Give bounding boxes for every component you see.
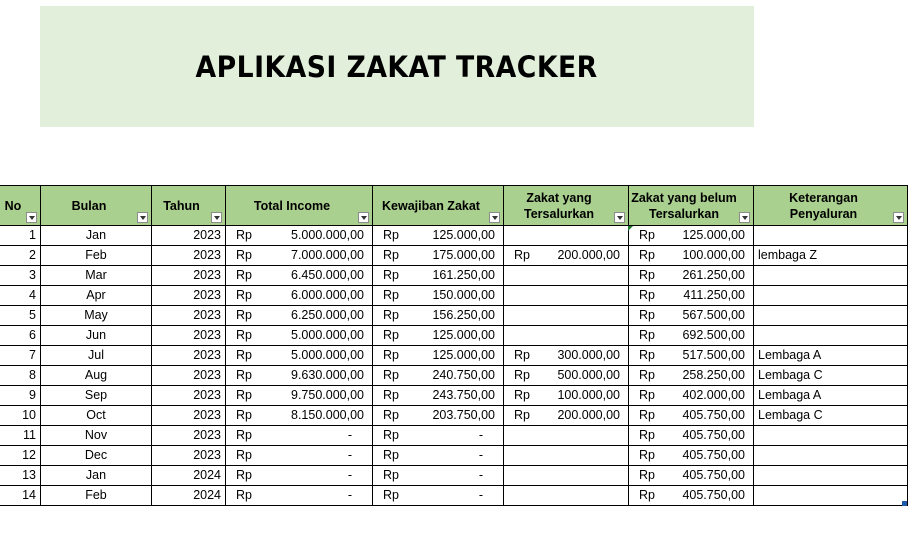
- cell-kewajiban-zakat[interactable]: [373, 346, 504, 366]
- currency-label: Rp: [514, 388, 530, 402]
- cell-bulan[interactable]: Dec: [41, 446, 152, 466]
- cell-keterangan[interactable]: Lembaga C: [754, 366, 908, 386]
- currency-label: Rp: [383, 268, 399, 282]
- header-row: [0, 186, 908, 226]
- amount-value: 517.500,00: [682, 348, 745, 362]
- cell-zakat-tersalurkan[interactable]: [504, 426, 629, 446]
- cell-kewajiban-zakat[interactable]: [373, 266, 504, 286]
- amount-value: 8.150.000,00: [291, 408, 364, 422]
- header-col-tahun[interactable]: [152, 186, 226, 226]
- cell-zakat-tersalurkan[interactable]: [504, 286, 629, 306]
- filter-dropdown-icon[interactable]: [614, 212, 625, 223]
- filter-dropdown-icon[interactable]: [739, 212, 750, 223]
- cell-kewajiban-zakat[interactable]: [373, 446, 504, 466]
- currency-label: Rp: [383, 368, 399, 382]
- cell-bulan[interactable]: Apr: [41, 286, 152, 306]
- amount-value: 203.750,00: [432, 408, 495, 422]
- zakat-table: [0, 185, 908, 506]
- cell-bulan[interactable]: May: [41, 306, 152, 326]
- cell-zakat-belum-tersalurkan[interactable]: [629, 366, 754, 386]
- cell-zakat-belum-tersalurkan[interactable]: [629, 306, 754, 326]
- cell-comment-marker: [628, 226, 633, 231]
- amount-value: 402.000,00: [682, 388, 745, 402]
- table-row: [0, 266, 908, 286]
- cell-bulan[interactable]: Jul: [41, 346, 152, 366]
- cell-no[interactable]: 4: [0, 286, 41, 306]
- currency-label: Rp: [514, 408, 530, 422]
- cell-keterangan[interactable]: [754, 466, 908, 486]
- amount-value: -: [478, 488, 483, 502]
- amount-value: 150.000,00: [432, 288, 495, 302]
- currency-label: Rp: [236, 428, 252, 442]
- header-label: Keterangan Penyaluran: [789, 190, 858, 221]
- cell-keterangan[interactable]: [754, 426, 908, 446]
- amount-value: -: [347, 448, 352, 462]
- table-row: [0, 466, 908, 486]
- cell-zakat-belum-tersalurkan[interactable]: [629, 266, 754, 286]
- cell-zakat-belum-tersalurkan[interactable]: [629, 486, 754, 506]
- amount-value: 6.000.000,00: [291, 288, 364, 302]
- amount-value: 258.250,00: [682, 368, 745, 382]
- header-col-total-income[interactable]: [226, 186, 373, 226]
- header-label: No: [4, 198, 22, 213]
- amount-value: 240.750,00: [432, 368, 495, 382]
- cell-bulan[interactable]: Oct: [41, 406, 152, 426]
- cell-zakat-tersalurkan[interactable]: [504, 226, 629, 246]
- currency-label: Rp: [383, 468, 399, 482]
- currency-label: Rp: [383, 248, 399, 262]
- currency-label: Rp: [639, 388, 655, 402]
- currency-label: Rp: [514, 368, 530, 382]
- cell-keterangan[interactable]: Lembaga C: [754, 406, 908, 426]
- table-row: [0, 406, 908, 426]
- cell-kewajiban-zakat[interactable]: [373, 406, 504, 426]
- table-row: [0, 366, 908, 386]
- table-row: [0, 346, 908, 366]
- currency-label: Rp: [514, 348, 530, 362]
- cell-tahun[interactable]: 2023: [152, 366, 226, 386]
- currency-label: Rp: [236, 408, 252, 422]
- cell-total-income[interactable]: [226, 366, 373, 386]
- amount-value: 692.500,00: [682, 328, 745, 342]
- cell-no[interactable]: 14: [0, 486, 41, 506]
- filter-dropdown-icon[interactable]: [211, 212, 222, 223]
- cell-kewajiban-zakat[interactable]: [373, 226, 504, 246]
- currency-label: Rp: [383, 428, 399, 442]
- table-row: [0, 226, 908, 246]
- cell-tahun[interactable]: 2023: [152, 266, 226, 286]
- cell-zakat-tersalurkan[interactable]: [504, 306, 629, 326]
- currency-label: Rp: [639, 368, 655, 382]
- cell-zakat-belum-tersalurkan[interactable]: [629, 326, 754, 346]
- cell-bulan[interactable]: Jun: [41, 326, 152, 346]
- amount-value: 5.000.000,00: [291, 348, 364, 362]
- amount-value: 9.750.000,00: [291, 388, 364, 402]
- cell-zakat-belum-tersalurkan[interactable]: [629, 426, 754, 446]
- cell-kewajiban-zakat[interactable]: [373, 426, 504, 446]
- cell-no[interactable]: 2: [0, 246, 41, 266]
- currency-label: Rp: [236, 328, 252, 342]
- amount-value: 125.000,00: [432, 348, 495, 362]
- currency-label: Rp: [383, 408, 399, 422]
- table-resize-handle[interactable]: [902, 501, 907, 506]
- cell-tahun[interactable]: 2023: [152, 226, 226, 246]
- filter-dropdown-icon[interactable]: [137, 212, 148, 223]
- amount-value: 261.250,00: [682, 268, 745, 282]
- filter-dropdown-icon[interactable]: [893, 212, 904, 223]
- currency-label: Rp: [383, 348, 399, 362]
- cell-bulan[interactable]: Aug: [41, 366, 152, 386]
- amount-value: 5.000.000,00: [291, 228, 364, 242]
- currency-label: Rp: [383, 228, 399, 242]
- header-col-bulan[interactable]: [41, 186, 152, 226]
- cell-no[interactable]: 13: [0, 466, 41, 486]
- cell-keterangan[interactable]: Lembaga A: [754, 346, 908, 366]
- cell-tahun[interactable]: 2024: [152, 486, 226, 506]
- currency-label: Rp: [236, 368, 252, 382]
- amount-value: 567.500,00: [682, 308, 745, 322]
- cell-total-income[interactable]: [226, 406, 373, 426]
- cell-kewajiban-zakat[interactable]: [373, 466, 504, 486]
- currency-label: Rp: [236, 388, 252, 402]
- cell-bulan[interactable]: Jan: [41, 226, 152, 246]
- currency-label: Rp: [236, 308, 252, 322]
- amount-value: -: [347, 468, 352, 482]
- amount-value: 7.000.000,00: [291, 248, 364, 262]
- currency-label: Rp: [236, 348, 252, 362]
- cell-kewajiban-zakat[interactable]: [373, 286, 504, 306]
- currency-label: Rp: [383, 388, 399, 402]
- cell-total-income[interactable]: [226, 246, 373, 266]
- table-row: [0, 486, 908, 506]
- cell-no[interactable]: 7: [0, 346, 41, 366]
- amount-value: 200.000,00: [557, 248, 620, 262]
- cell-total-income[interactable]: [226, 306, 373, 326]
- amount-value: -: [347, 428, 352, 442]
- cell-keterangan[interactable]: [754, 286, 908, 306]
- table-row: [0, 386, 908, 406]
- currency-label: Rp: [639, 428, 655, 442]
- cell-keterangan[interactable]: [754, 326, 908, 346]
- currency-label: Rp: [236, 488, 252, 502]
- cell-kewajiban-zakat[interactable]: [373, 486, 504, 506]
- cell-kewajiban-zakat[interactable]: [373, 366, 504, 386]
- title-banner: [40, 6, 754, 127]
- cell-zakat-belum-tersalurkan[interactable]: [629, 226, 754, 246]
- currency-label: Rp: [514, 248, 530, 262]
- cell-no[interactable]: 10: [0, 406, 41, 426]
- cell-zakat-tersalurkan[interactable]: [504, 466, 629, 486]
- cell-zakat-tersalurkan[interactable]: [504, 366, 629, 386]
- cell-no[interactable]: 5: [0, 306, 41, 326]
- currency-label: Rp: [639, 328, 655, 342]
- currency-label: Rp: [383, 288, 399, 302]
- cell-zakat-belum-tersalurkan[interactable]: [629, 246, 754, 266]
- currency-label: Rp: [639, 348, 655, 362]
- currency-label: Rp: [383, 328, 399, 342]
- amount-value: 5.000.000,00: [291, 328, 364, 342]
- filter-dropdown-icon[interactable]: [358, 212, 369, 223]
- currency-label: Rp: [383, 308, 399, 322]
- cell-zakat-tersalurkan[interactable]: [504, 346, 629, 366]
- amount-value: 405.750,00: [682, 428, 745, 442]
- cell-tahun[interactable]: 2024: [152, 466, 226, 486]
- header-col-zakat-tersalurkan[interactable]: [504, 186, 629, 226]
- table-row: [0, 286, 908, 306]
- cell-tahun[interactable]: 2023: [152, 426, 226, 446]
- amount-value: 175.000,00: [432, 248, 495, 262]
- amount-value: 411.250,00: [683, 288, 745, 302]
- amount-value: 9.630.000,00: [291, 368, 364, 382]
- cell-zakat-belum-tersalurkan[interactable]: [629, 346, 754, 366]
- amount-value: 161.250,00: [432, 268, 495, 282]
- cell-total-income[interactable]: [226, 226, 373, 246]
- currency-label: Rp: [383, 448, 399, 462]
- amount-value: -: [478, 468, 483, 482]
- amount-value: 405.750,00: [682, 468, 745, 482]
- currency-label: Rp: [639, 468, 655, 482]
- header-label: Zakat yang belum Tersalurkan: [631, 190, 737, 221]
- cell-tahun[interactable]: 2023: [152, 446, 226, 466]
- header-label: Tahun: [163, 198, 200, 213]
- currency-label: Rp: [236, 268, 252, 282]
- cell-keterangan[interactable]: Lembaga A: [754, 386, 908, 406]
- cell-zakat-belum-tersalurkan[interactable]: [629, 466, 754, 486]
- amount-value: -: [478, 428, 483, 442]
- currency-label: Rp: [236, 288, 252, 302]
- header-col-zakat-belum-tersalurkan[interactable]: [629, 186, 754, 226]
- currency-label: Rp: [236, 468, 252, 482]
- cell-keterangan[interactable]: [754, 266, 908, 286]
- cell-keterangan[interactable]: [754, 306, 908, 326]
- cell-tahun[interactable]: 2023: [152, 246, 226, 266]
- currency-label: Rp: [236, 448, 252, 462]
- cell-zakat-belum-tersalurkan[interactable]: [629, 406, 754, 426]
- cell-zakat-belum-tersalurkan[interactable]: [629, 286, 754, 306]
- amount-value: -: [478, 448, 483, 462]
- currency-label: Rp: [639, 288, 655, 302]
- cell-total-income[interactable]: [226, 446, 373, 466]
- currency-label: Rp: [639, 268, 655, 282]
- currency-label: Rp: [639, 248, 655, 262]
- amount-value: 125.000,00: [682, 228, 745, 242]
- cell-zakat-tersalurkan[interactable]: [504, 246, 629, 266]
- cell-total-income[interactable]: [226, 286, 373, 306]
- table-row: [0, 306, 908, 326]
- header-label: Kewajiban Zakat: [382, 198, 480, 213]
- amount-value: 156.250,00: [432, 308, 495, 322]
- cell-tahun[interactable]: 2023: [152, 386, 226, 406]
- filter-dropdown-icon[interactable]: [489, 212, 500, 223]
- amount-value: 243.750,00: [432, 388, 495, 402]
- header-label: Bulan: [71, 198, 107, 213]
- cell-total-income[interactable]: [226, 266, 373, 286]
- cell-no[interactable]: 1: [0, 226, 41, 246]
- amount-value: 405.750,00: [682, 448, 745, 462]
- cell-keterangan[interactable]: [754, 486, 908, 506]
- table-row: [0, 326, 908, 346]
- app-title: APLIKASI ZAKAT TRACKER: [195, 49, 599, 84]
- cell-zakat-belum-tersalurkan[interactable]: [629, 446, 754, 466]
- cell-tahun[interactable]: 2023: [152, 406, 226, 426]
- cell-zakat-tersalurkan[interactable]: [504, 326, 629, 346]
- cell-tahun[interactable]: 2023: [152, 326, 226, 346]
- amount-value: 125.000,00: [432, 228, 495, 242]
- cell-keterangan[interactable]: lembaga Z: [754, 246, 908, 266]
- cell-total-income[interactable]: [226, 346, 373, 366]
- amount-value: 6.450.000,00: [291, 268, 364, 282]
- cell-no[interactable]: 11: [0, 426, 41, 446]
- amount-value: 125.000,00: [432, 328, 495, 342]
- amount-value: 200.000,00: [557, 408, 620, 422]
- currency-label: Rp: [639, 308, 655, 322]
- cell-total-income[interactable]: [226, 466, 373, 486]
- amount-value: 405.750,00: [682, 488, 745, 502]
- cell-zakat-tersalurkan[interactable]: [504, 266, 629, 286]
- cell-kewajiban-zakat[interactable]: [373, 326, 504, 346]
- cell-zakat-tersalurkan[interactable]: [504, 446, 629, 466]
- amount-value: 100.000,00: [557, 388, 620, 402]
- amount-value: 300.000,00: [557, 348, 620, 362]
- cell-no[interactable]: 6: [0, 326, 41, 346]
- cell-bulan[interactable]: Feb: [41, 246, 152, 266]
- cell-bulan[interactable]: Mar: [41, 266, 152, 286]
- table-body: [0, 226, 908, 506]
- cell-total-income[interactable]: [226, 486, 373, 506]
- currency-label: Rp: [383, 488, 399, 502]
- cell-keterangan[interactable]: [754, 446, 908, 466]
- header-col-kewajiban-zakat[interactable]: [373, 186, 504, 226]
- amount-value: 500.000,00: [557, 368, 620, 382]
- cell-keterangan[interactable]: [754, 226, 908, 246]
- currency-label: Rp: [639, 448, 655, 462]
- cell-tahun[interactable]: 2023: [152, 286, 226, 306]
- cell-kewajiban-zakat[interactable]: [373, 306, 504, 326]
- currency-label: Rp: [639, 408, 655, 422]
- table-row: [0, 246, 908, 266]
- cell-bulan[interactable]: Feb: [41, 486, 152, 506]
- cell-no[interactable]: 9: [0, 386, 41, 406]
- cell-bulan[interactable]: Sep: [41, 386, 152, 406]
- cell-zakat-tersalurkan[interactable]: [504, 406, 629, 426]
- cell-zakat-tersalurkan[interactable]: [504, 486, 629, 506]
- table-row: [0, 446, 908, 466]
- header-col-no[interactable]: [0, 186, 41, 226]
- cell-total-income[interactable]: [226, 386, 373, 406]
- cell-zakat-tersalurkan[interactable]: [504, 386, 629, 406]
- cell-bulan[interactable]: Jan: [41, 466, 152, 486]
- cell-no[interactable]: 3: [0, 266, 41, 286]
- cell-total-income[interactable]: [226, 426, 373, 446]
- amount-value: 405.750,00: [682, 408, 745, 422]
- filter-dropdown-icon[interactable]: [26, 212, 37, 223]
- amount-value: -: [347, 488, 352, 502]
- currency-label: Rp: [639, 228, 655, 242]
- cell-tahun[interactable]: 2023: [152, 346, 226, 366]
- table-row: [0, 426, 908, 446]
- header-label: Total Income: [253, 198, 331, 213]
- currency-label: Rp: [236, 248, 252, 262]
- cell-no[interactable]: 12: [0, 446, 41, 466]
- cell-total-income[interactable]: [226, 326, 373, 346]
- cell-kewajiban-zakat[interactable]: [373, 386, 504, 406]
- amount-value: 100.000,00: [682, 248, 745, 262]
- header-col-keterangan-penyaluran[interactable]: [754, 186, 908, 226]
- amount-value: 6.250.000,00: [291, 308, 364, 322]
- cell-zakat-belum-tersalurkan[interactable]: [629, 386, 754, 406]
- cell-tahun[interactable]: 2023: [152, 306, 226, 326]
- cell-kewajiban-zakat[interactable]: [373, 246, 504, 266]
- cell-bulan[interactable]: Nov: [41, 426, 152, 446]
- currency-label: Rp: [236, 228, 252, 242]
- cell-no[interactable]: 8: [0, 366, 41, 386]
- header-label: Zakat yang Tersalurkan: [524, 190, 594, 221]
- currency-label: Rp: [639, 488, 655, 502]
